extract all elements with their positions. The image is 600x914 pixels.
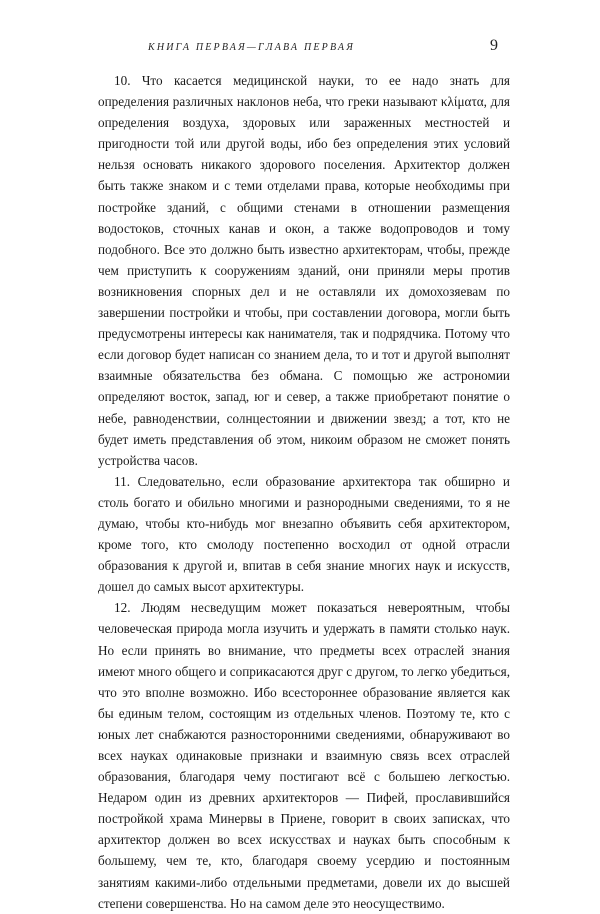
paragraph-12: 12. Людям несведущим может показаться невероятным, чтобы человеческая природа могла изучить и удержать в памяти столько наук. Но если принять во внимание, что предметы всех отраслей знания имеют много общего и соприкасаются друг с другом, то легко убедиться, что это вполне возможно. Ибо всестороннее образование является как бы единым телом, состоящим из отдельных членов. Поэтому те, кто с юных лет снабжаются разносторонними сведениями, обнаруживают во всех науках одинаковые признаки и взаимную связь всех отраслей образования, благодаря чему постигают всё с большею легкостью. Недаром один из древних архитекторов — Пифей, прославившийся постройкой храма Минервы в Приене, говорит в своих записках, что архитектор должен во всех искусствах и науках быть способным к большему, чем те, кто, благодаря своему усердию и постоянным занятиям какими-либо отдельными предметами, довели их до высшей степени совершенства. Но на самом деле это неосуществимо. — [98, 600, 510, 911]
paragraph-11: 11. Следовательно, если образование архитектора так обширно и столь богато и обильно многими и разнородными сведениями, то я не думаю, чтобы кто-нибудь мог внезапно объявить себя архитектором, кроме того, кто смолоду постепенно восходил от одной отрасли образования к другой и, впитав в себя знание многих наук и искусств, дошел до самых высот архитектуры. — [98, 473, 510, 595]
page-number: 9 — [490, 37, 498, 54]
body-text — [98, 70, 510, 914]
paragraph-10: 10. Что касается медицинской науки, то ее надо знать для определения различных наклонов неба, что греки называют κλίματα, для определения воздуха, здоровых или зараженных местностей и пригодности той или другой воды, ибо без определения этих условий нельзя основать никакого здорового поселения. Архитектор должен быть также знаком и с теми отделами права, которые необходимы при постройке зданий, с общими стенами в отношении размещения водостоков, сточных канав и окон, а также водопроводов и тому подобного. Все это должно быть известно архитекторам, чтобы, прежде чем приступить к сооружениям зданий, они приняли меры против возникновения спорных дел и не оставляли их домохозяевам по завершении постройки и чтобы, при составлении договора, могли быть предусмотрены интересы как нанимателя, так и подрядчика. Потому что если договор будет написан со знанием дела, то и тот и другой выполнят взаимные обязательства без обмана. С помощью же астрономии определяют восток, запад, юг и север, а также приобретают понятие о небе, равноденствии, солнцестоянии и движении звезд; а тот, кто не будет иметь представления об этом, никоим образом не сможет понять устройства часов. — [98, 73, 510, 468]
running-head: КНИГА ПЕРВАЯ—ГЛАВА ПЕРВАЯ — [148, 42, 355, 53]
